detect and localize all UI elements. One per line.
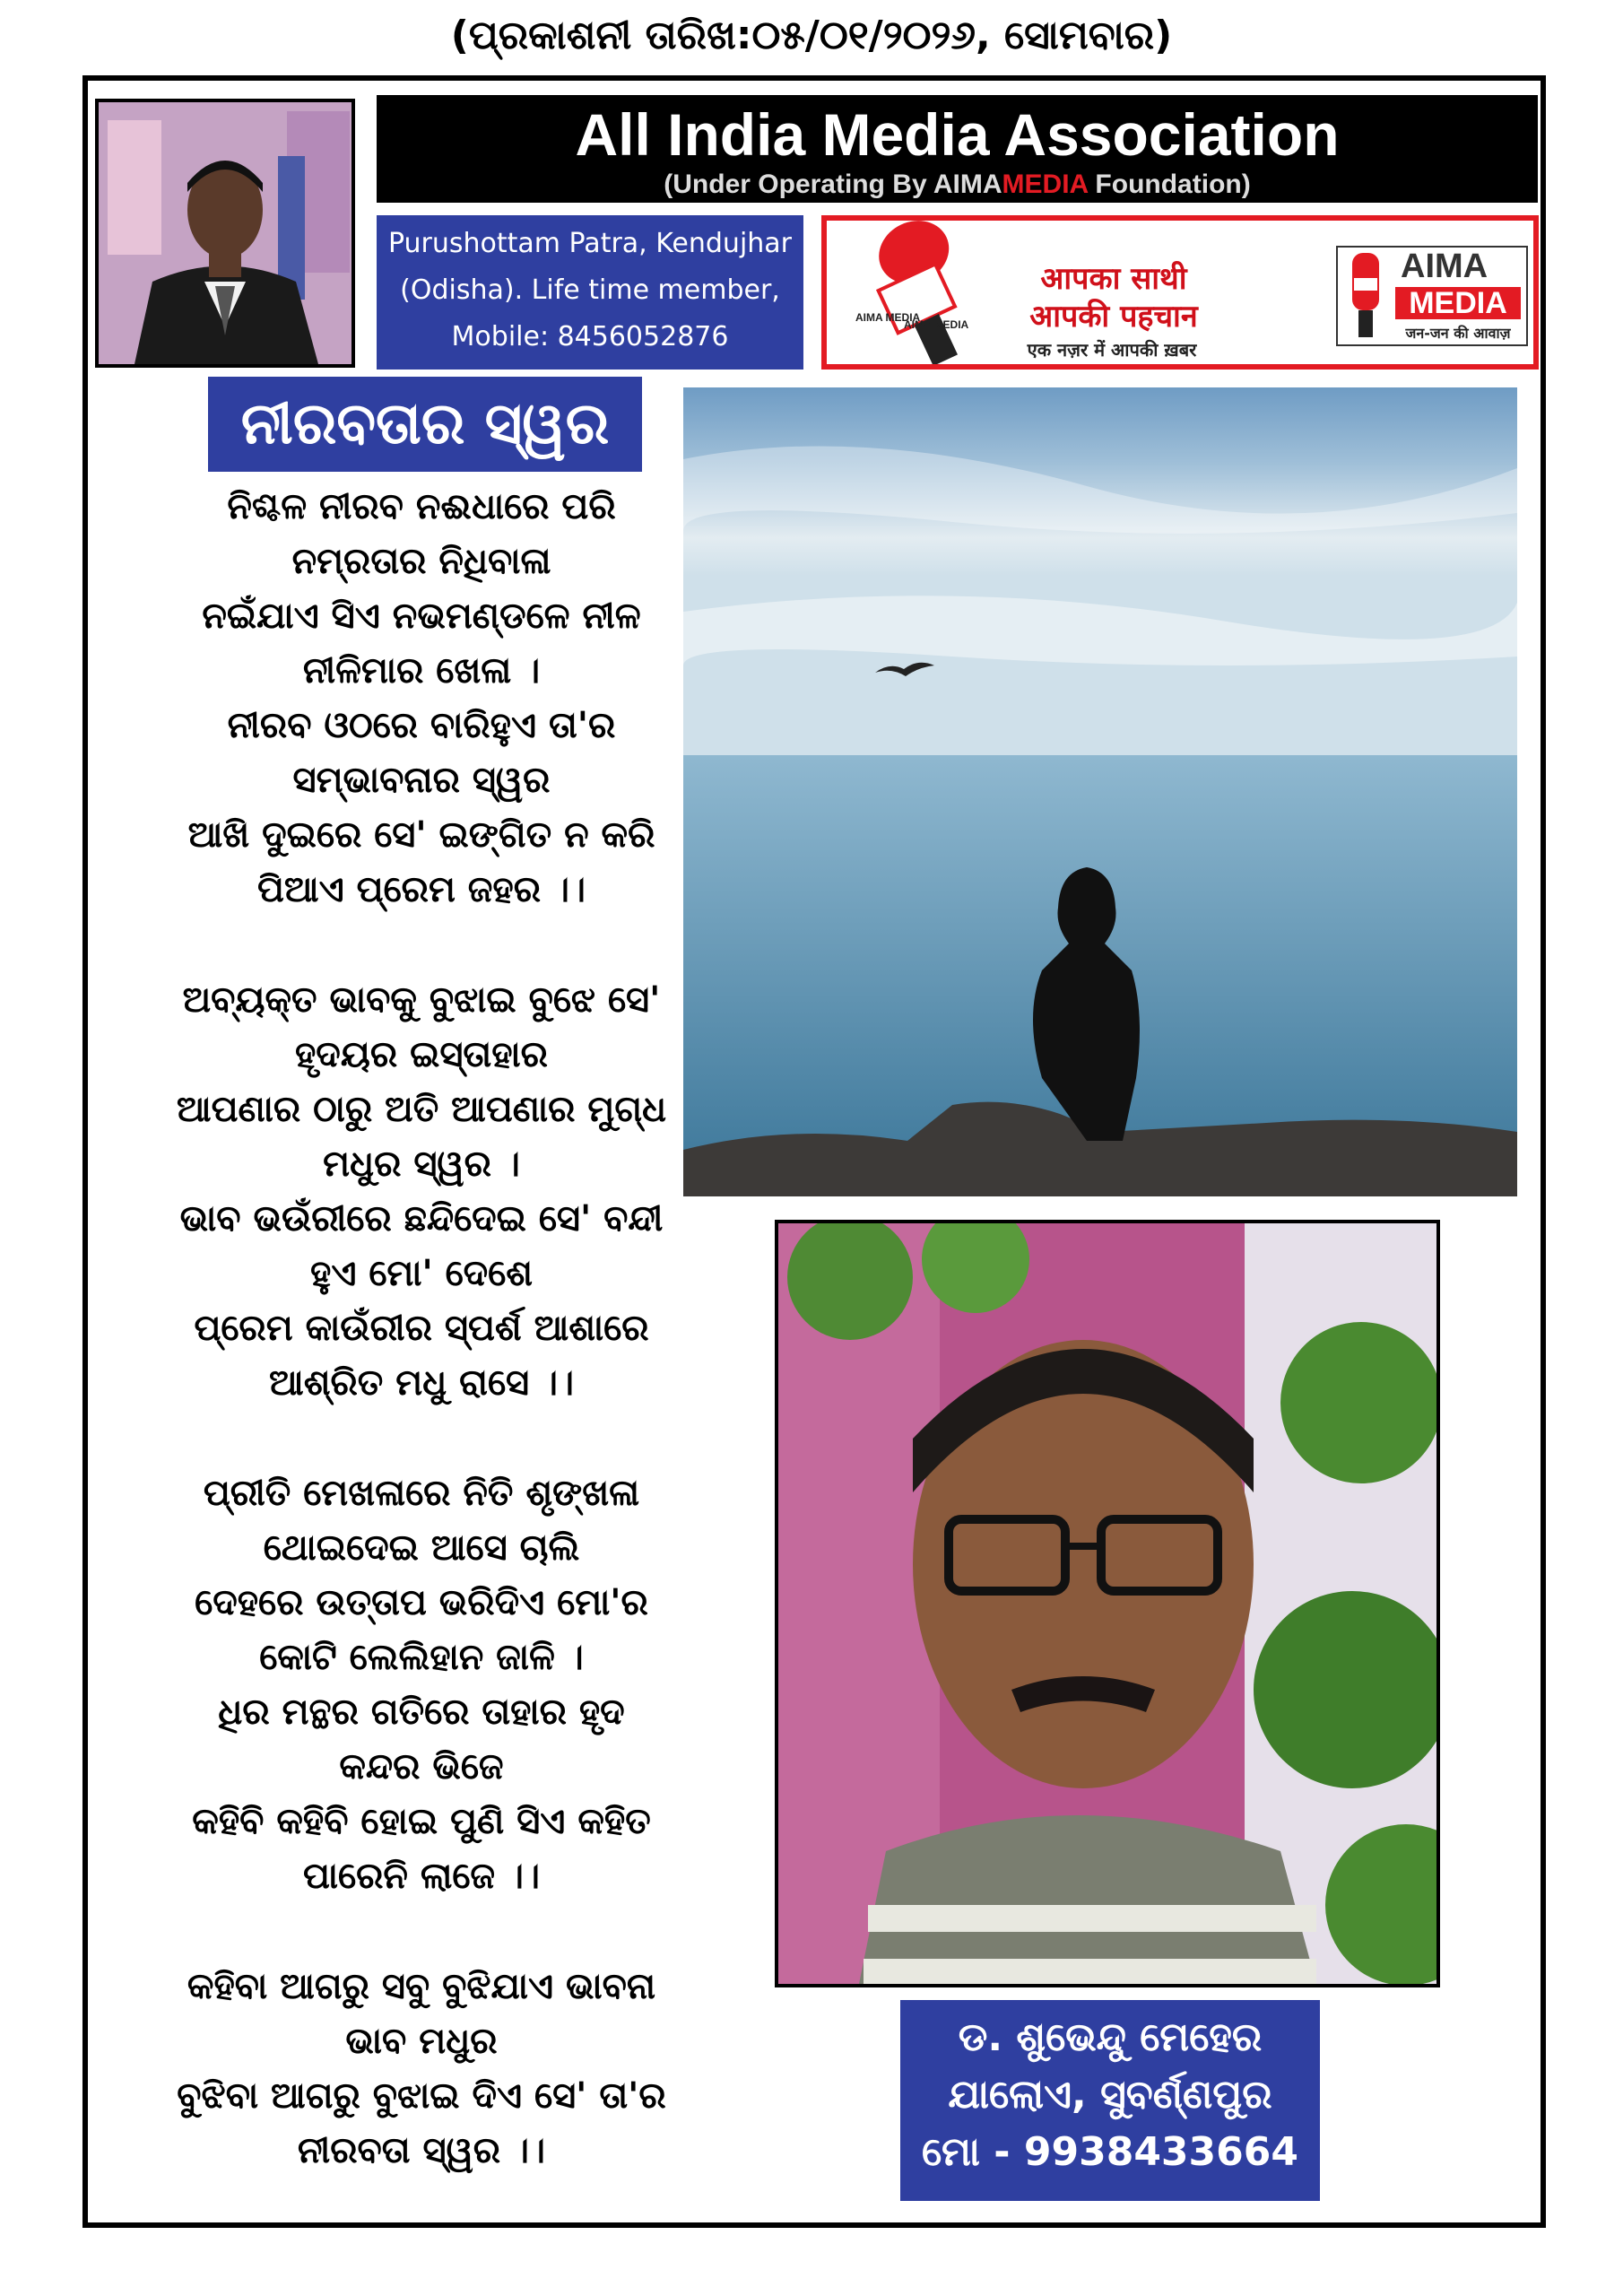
subtitle-highlight: MEDIA: [1002, 170, 1089, 199]
author-photo-image: [778, 1223, 1436, 1984]
member-photo: [95, 99, 355, 368]
poem-line: ନମ୍ରତାର ନିଧିବାଳା: [291, 541, 551, 582]
poem-line: ଆଶ୍ରିତ ମଧୁ ରାସେ ।।: [268, 1362, 575, 1404]
poem-stanza: [135, 1960, 708, 2179]
poem-line: ନୀରବ ଓଠରେ ବାରିହୁଏ ତା'ର: [227, 705, 616, 746]
poem-line: ହୁଏ ମୋ' ଦେଶେ: [310, 1253, 533, 1294]
poem-line: ପ୍ରୀତି ମେଖଳାରେ ନିତି ଶୃଙ୍ଖଳା: [203, 1473, 640, 1514]
member-line-3: Mobile: 8456052876: [451, 321, 729, 352]
aima-media-banner: [821, 215, 1539, 370]
member-line-2: (Odisha). Life time member,: [400, 274, 780, 306]
poem-title: ନୀରବତାର ସ୍ୱର: [208, 377, 642, 472]
poem-line: ହୃଦୟର ଇସ୍ତାହାର: [294, 1034, 548, 1075]
author-name: ଡ. ଶୁଭେନ୍ଦୁ ମେହେର: [958, 2014, 1263, 2060]
poem-line: ଅବ୍ୟକ୍ତ ଭାବକୁ ବୁଝାଇ ବୁଝେ ସେ': [182, 979, 661, 1021]
poem-line: ପିଆଏ ପ୍ରେମ ଜହର ।।: [256, 869, 586, 910]
poem-line: ଆଖି ଦୁଇରେ ସେ' ଇଙ୍ଗିତ ନ କରି: [187, 814, 655, 856]
logo-aima-text: AIMA: [1401, 248, 1488, 285]
poem-line: ଧିର ମନ୍ଥର ଗତିରେ ତାହାର ହୃଦ: [218, 1692, 625, 1733]
sea-photo-image: [683, 387, 1517, 1196]
association-subtitle: [377, 170, 1538, 199]
author-place: ଯାଲୋଏ, ସୁବର୍ଣ୍ଣପୁର: [948, 2072, 1272, 2118]
sea-silhouette-photo: [683, 387, 1517, 1196]
poem-line: ନିଶ୍ଚଳ ନୀରବ ନଈଧାରେ ପରି: [227, 486, 616, 527]
publication-date: (ପ୍ରକାଶନୀ ତାରିଖ:୦୫/୦୧/୨୦୨୬, ସୋମବାର): [450, 13, 1173, 58]
poem-line: ଆପଣାର ଠାରୁ ଅତି ଆପଣାର ମୁଗ୍ଧ: [176, 1089, 667, 1130]
logo-mic-icon: [1343, 251, 1388, 341]
banner-slogan-1: आपका साथी: [1040, 261, 1187, 297]
poem-line: ଥୋଇଦେଇ ଆସେ ଚାଲି: [263, 1527, 580, 1569]
poem-stanza: [135, 973, 708, 1411]
member-info-box: [377, 215, 803, 370]
author-phone: ମୋ - 9938433664: [921, 2129, 1299, 2175]
poem-line: ଭାବ ଭଉଁରୀରେ ଛନ୍ଦିଦେଇ ସେ' ବନ୍ଦୀ: [179, 1198, 664, 1239]
subtitle-prefix: (Under Operating By AIMA: [664, 170, 1002, 199]
mic-label-1: AIMA MEDIA: [855, 311, 921, 324]
banner-slogan-2: आपकी पहचान: [1029, 299, 1198, 335]
poem-line: କହିବା ଆଗରୁ ସବୁ ବୁଝିଯାଏ ଭାବନା: [187, 1966, 656, 2007]
poem-body: [135, 480, 708, 2234]
poem-line: କନ୍ଦର ଭିଜେ: [339, 1746, 504, 1787]
poem-line: ଦେହରେ ଉତ୍ତାପ ଭରିଦିଏ ମୋ'ର: [195, 1582, 648, 1623]
poem-line: ନୀଳିମାର ଖେଳା ।: [302, 650, 541, 691]
logo-tagline: जन-जन की आवाज़: [1405, 325, 1511, 342]
poem-line: କୋଟି ଲେଲିହାନ ଜାଳି ।: [259, 1637, 584, 1678]
mic-label-2: AIMA MEDIA: [904, 318, 969, 331]
poem-line: ବୁଝିବା ଆଗରୁ ବୁଝାଇ ଦିଏ ସେ' ତା'ର: [177, 2075, 666, 2117]
member-photo-image: [99, 102, 352, 364]
poem-stanza: [135, 480, 708, 918]
author-photo: [775, 1220, 1440, 1987]
poem-line: ମଧୁର ସ୍ୱର ।: [323, 1144, 520, 1185]
poem-line: ସମ୍ଭାବନାର ସ୍ୱର: [292, 760, 551, 801]
poem-line: ନୀରବତା ସ୍ୱର ।।: [297, 2130, 546, 2171]
subtitle-suffix: Foundation): [1088, 170, 1251, 199]
poem-line: ନଇଁଯାଏ ସିଏ ନଭମଣ୍ଡଳେ ନୀଳ: [202, 596, 641, 637]
poem-line: କହିବି କହିବି ହୋଇ ପୁଣି ସିଏ କହିତ: [192, 1801, 651, 1842]
association-header: [377, 95, 1538, 203]
poem-line: ପ୍ରେମ କାଉଁରୀର ସ୍ପର୍ଶ ଆଶାରେ: [194, 1308, 649, 1349]
aima-media-logo: [1336, 246, 1528, 346]
logo-media-text: MEDIA: [1395, 287, 1521, 319]
author-info-box: [900, 2000, 1320, 2201]
member-line-1: Purushottam Patra, Kendujhar: [387, 228, 793, 259]
poem-line: ପାରେନି ଲାଜେ ।।: [302, 1856, 540, 1897]
poem-stanza: [135, 1466, 708, 1904]
microphone-icon: [832, 221, 994, 364]
banner-slogan-3: एक नज़र में आपकी ख़बर: [1027, 339, 1197, 361]
association-title: All India Media Association: [575, 101, 1340, 168]
poem-line: ଭାବ ମଧୁର: [345, 2021, 498, 2062]
